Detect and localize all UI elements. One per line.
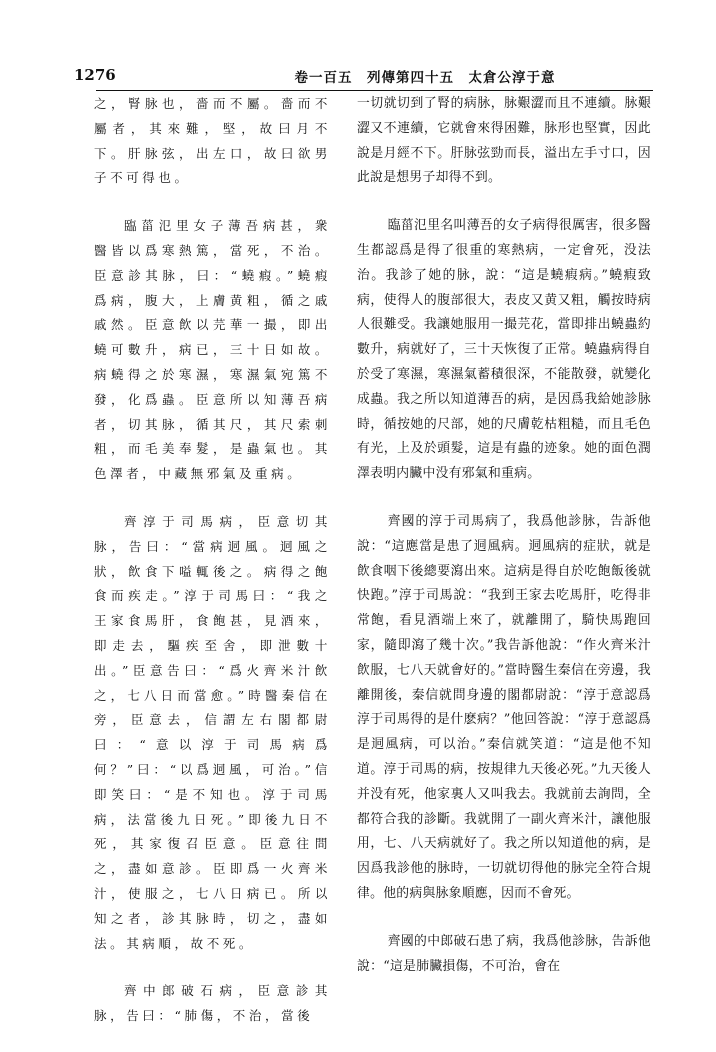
left-column-original-text	[94, 92, 331, 1052]
page-number: 1276	[74, 66, 116, 84]
right-paragraph-2: 臨菑氾里名叫薄吾的女子病得很厲害，很多醫生都認爲是得了很重的寒熱病，一定會死，没法治。我診了她的脉，說：“這是蟯瘕病。”蟯瘕致病，使得人的腹部很大，表皮又黄又粗，觸按時病人很難受。我讓她服用一撮芫花，當即排出蟯蟲約數升，病就好了，三十天恢復了正常。蟯蟲病得自於受了寒濕，寒濕氣蓄積很深，不能散發，就變化成蟲。我之所以知道薄吾的病，是因爲我給她診脉時，循按她的尺部，她的尺膚乾枯粗糙，而且毛色有光，上及於頭髮，這是有蟲的迹象。她的面色潤澤表明内臟中没有邪氣和重病。	[357, 218, 651, 482]
right-paragraph-4: 齊國的中郎破石患了病，我爲他診脉，告訴他說：“這是肺臟損傷，不可治，會在	[357, 933, 651, 974]
left-paragraph-2: 臨菑氾里女子薄吾病甚，衆醫皆以爲寒熱篤，當死，不治。臣意診其脉，曰：“蟯瘕。”蟯瘕爲病，腹大，上膚黄粗，循之戚戚然。臣意飲以芫華一撮，即出蟯可數升，病已，三十日如故。病蟯得之於寒濕，寒濕氣宛篤不發，化爲蟲。臣意所以知薄吾病者，切其脉，循其尺，其尺索刺粗，而毛美奉髮，是蟲氣也。其色澤者，中藏無邪氣及重病。	[94, 218, 331, 482]
right-paragraph-1: 一切就切到了腎的病脉，脉艱澀而且不連續。脉艱澀又不連續，它就會來得困難，脉形也堅實，因此說是月經不下。肝脉弦勁而長，溢出左手寸口，因此說是想男子却得不到。	[357, 96, 651, 186]
right-column-translation	[357, 92, 651, 1002]
left-paragraph-1: 之，腎脉也，嗇而不屬。嗇而不屬者，其來難，堅，故曰月不下。肝脉弦，出左口，故曰欲男子不可得也。	[94, 96, 331, 186]
right-paragraph-3: 齊國的淳于司馬病了，我爲他診脉，告訴他說：“這應當是患了迵風病。迵風病的症狀，就是飲食咽下後總要瀉出來。這病是得自於吃飽飯後就快跑。”淳于司馬說：“我到王家去吃馬肝，吃得非常飽，看見酒端上來了，就離開了，騎快馬跑回家，隨即瀉了幾十次。”我告訴他說：“作火齊米汁飲服，七八天就會好的。”當時醫生秦信在旁邊，我離開後，秦信就問身邊的閣都尉說：“淳于意認爲淳于司馬得的是什麽病？”他回答說：“淳于意認爲是迵風病，可以治。”秦信就笑道：“這是他不知道。淳于司馬的病，按規律九天後必死。”九天後人并没有死，他家裏人又叫我去。我就前去詢問，全都符合我的診斷。我就開了一副火齊米汁，讓他服用，七、八天病就好了。我之所以知道他的病，是因爲我診他的脉時，一切就切得他的脉完全符合規律。他的病與脉象順應，因而不會死。	[357, 513, 651, 901]
header-rule	[96, 90, 653, 91]
left-paragraph-3: 齊淳于司馬病，臣意切其脉，告曰：“當病迵風。迵風之狀，飲食下嗌輒後之。病得之飽食而疾走。”淳于司馬曰：“我之王家食馬肝，食飽甚，見酒來，即走去，驅疾至舍，即泄數十出。”臣意告曰：“爲火齊米汁飲之，七八日而當愈。”時醫秦信在旁，臣意去，信謂左右閣都尉曰：“意以淳于司馬病爲何？”曰：“以爲迵風，可治。”信即笑曰：“是不知也。淳于司馬病，法當後九日死。”即後九日不死，其家復召臣意。臣意往問之，盡如意診。臣即爲一火齊米汁，使服之，七八日病已。所以知之者，診其脉時，切之，盡如法。其病順，故不死。	[94, 513, 331, 951]
running-head: 卷一百五 列傳第四十五 太倉公淳于意	[294, 70, 556, 86]
left-paragraph-4: 齊中郎破石病，臣意診其脉，告曰：“肺傷，不治，當後	[94, 983, 331, 1024]
